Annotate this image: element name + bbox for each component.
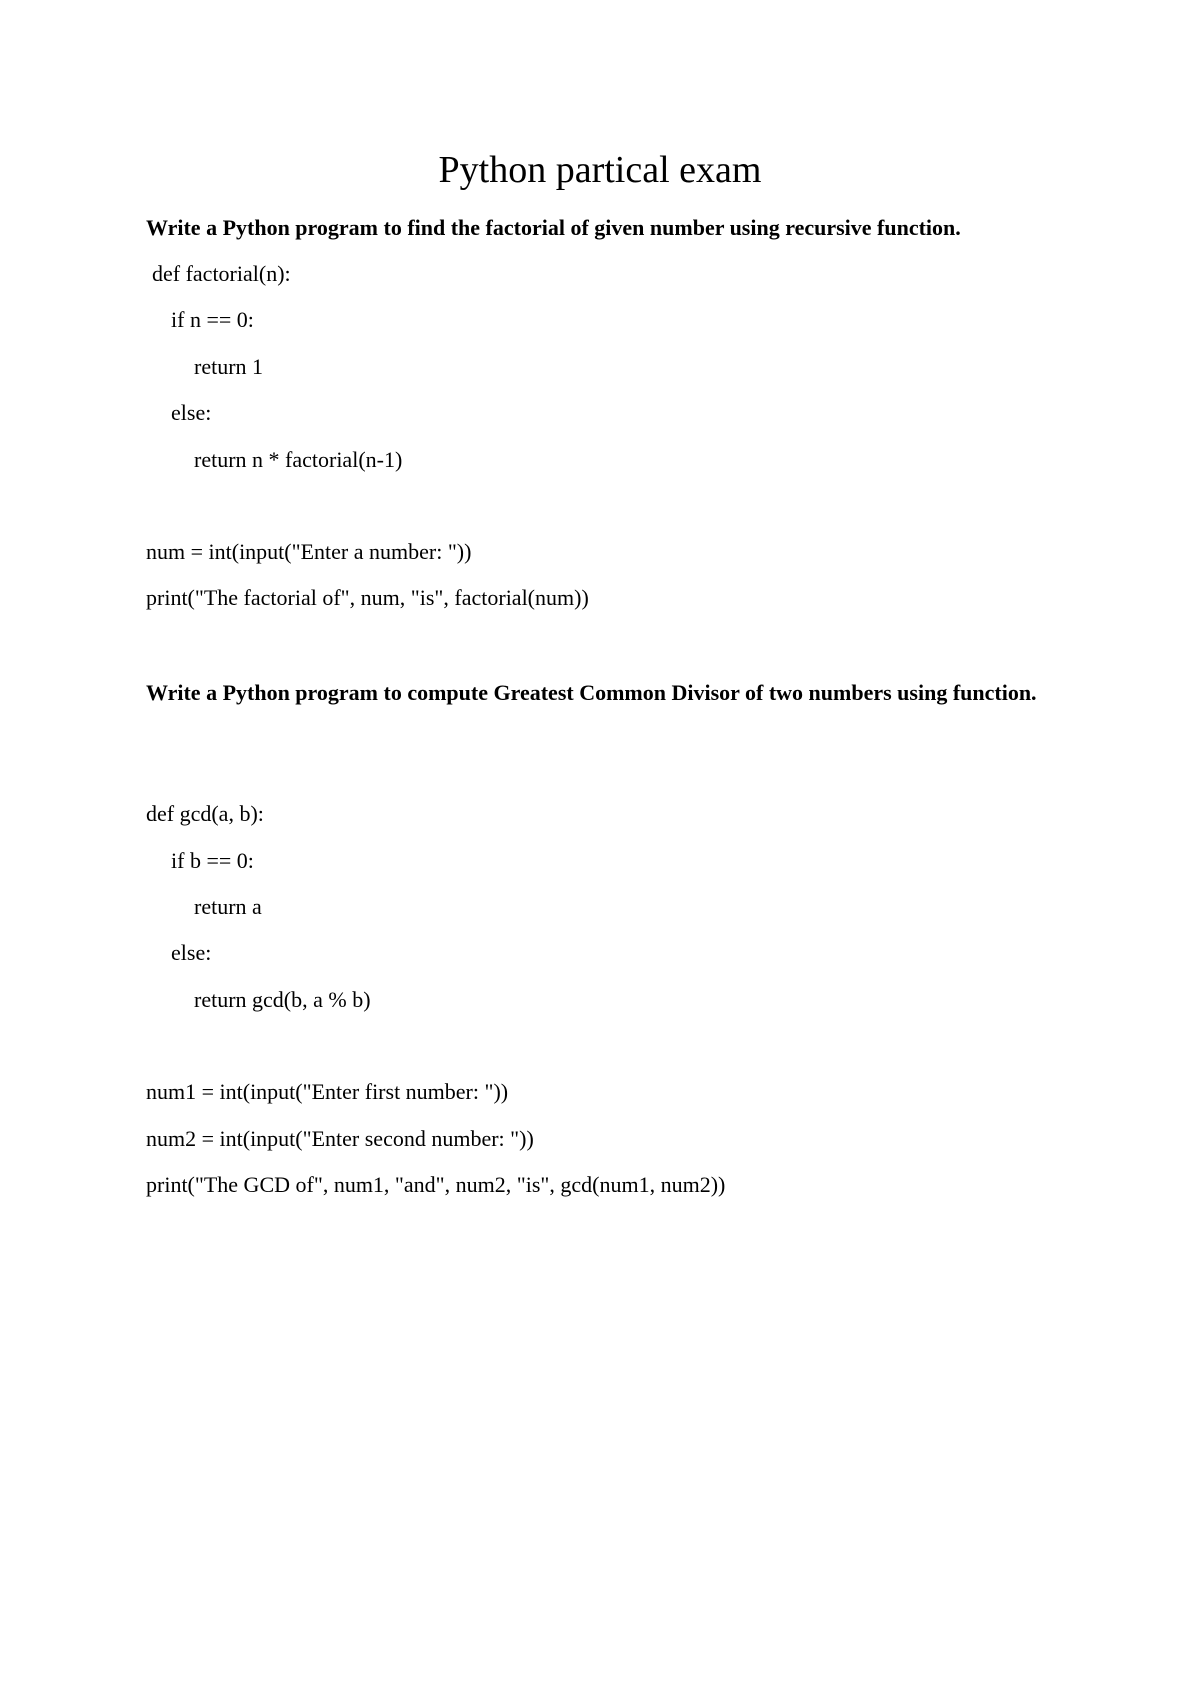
- code-line: num1 = int(input("Enter first number: ")): [146, 1079, 509, 1104]
- code-line: else:: [171, 400, 212, 425]
- question-2-prompt: Write a Python program to compute Greatest Common Divisor of two numbers using function.: [146, 680, 1037, 705]
- code-line: return n * factorial(n-1): [194, 447, 403, 472]
- code-line: def factorial(n):: [152, 261, 291, 286]
- code-line: def gcd(a, b):: [146, 801, 264, 826]
- code-line: return a: [194, 894, 262, 919]
- code-line: num2 = int(input("Enter second number: ")): [146, 1126, 534, 1151]
- page-title: Python partical exam: [438, 149, 762, 191]
- question-1-prompt: Write a Python program to find the factorial of given number using recursive function.: [146, 215, 961, 240]
- code-line: print("The factorial of", num, "is", factorial(num)): [146, 585, 589, 610]
- code-line: return gcd(b, a % b): [194, 987, 371, 1012]
- code-line: else:: [171, 940, 212, 965]
- code-line: return 1: [194, 354, 264, 379]
- code-line: num = int(input("Enter a number: ")): [146, 539, 472, 564]
- code-line: if n == 0:: [171, 307, 254, 332]
- code-line: print("The GCD of", num1, "and", num2, "is", gcd(num1, num2)): [146, 1172, 726, 1197]
- code-line: if b == 0:: [171, 848, 254, 873]
